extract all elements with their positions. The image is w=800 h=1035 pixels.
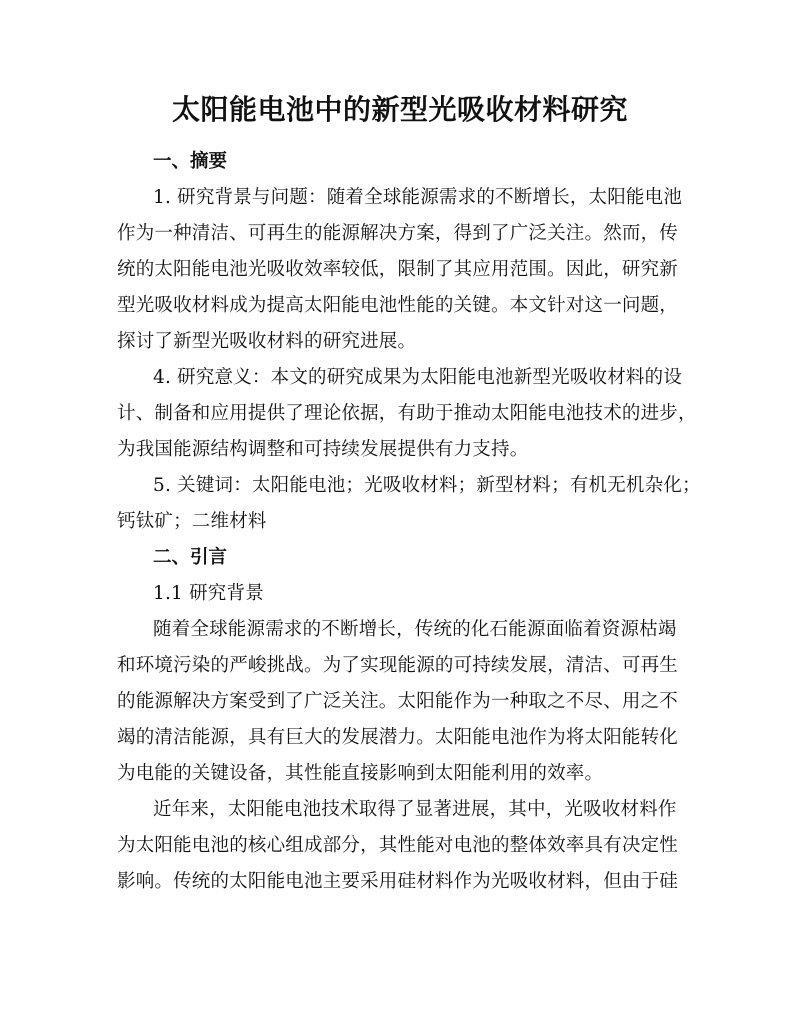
intro-p1-line: 和环境污染的严峻挑战。为了实现能源的可持续发展，清洁、可再生 xyxy=(117,655,679,676)
abstract-p1-line: 1. 研究背景与问题：随着全球能源需求的不断增长，太阳能电池 xyxy=(153,187,683,208)
abstract-p1-line: 型光吸收材料成为提高太阳能电池性能的关键。本文针对这一问题， xyxy=(117,295,679,316)
section-heading-abstract: 一、摘要 xyxy=(153,151,228,172)
intro-p1-line: 为电能的关键设备，其性能直接影响到太阳能利用的效率。 xyxy=(117,763,604,784)
abstract-p4-line: 4. 研究意义：本文的研究成果为太阳能电池新型光吸收材料的设 xyxy=(153,367,683,388)
intro-p2-line: 近年来，太阳能电池技术取得了显著进展，其中，光吸收材料作 xyxy=(153,799,677,820)
intro-p1-line: 竭的清洁能源，具有巨大的发展潜力。太阳能电池作为将太阳能转化 xyxy=(117,727,679,748)
abstract-p4-line: 为我国能源结构调整和可持续发展提供有力支持。 xyxy=(117,439,529,460)
keywords-line: 钙钛矿；二维材料 xyxy=(117,511,267,532)
intro-p2-line: 为太阳能电池的核心组成部分，其性能对电池的整体效率具有决定性 xyxy=(117,835,679,856)
abstract-p4-line: 计、制备和应用提供了理论依据，有助于推动太阳能电池技术的进步， xyxy=(117,403,697,424)
section-heading-intro: 二、引言 xyxy=(153,547,228,568)
intro-p1-line: 的能源解决方案受到了广泛关注。太阳能作为一种取之不尽、用之不 xyxy=(117,691,679,712)
abstract-p1-line: 作为一种清洁、可再生的能源解决方案，得到了广泛关注。然而，传 xyxy=(117,223,679,244)
abstract-p1-line: 统的太阳能电池光吸收效率较低，限制了其应用范围。因此，研究新 xyxy=(117,259,679,280)
intro-p2-line: 影响。传统的太阳能电池主要采用硅材料作为光吸收材料，但由于硅 xyxy=(117,871,679,892)
keywords-line: 5. 关键词：太阳能电池；光吸收材料；新型材料；有机无机杂化； xyxy=(153,475,701,496)
subsection-heading: 1.1 研究背景 xyxy=(153,583,264,604)
abstract-p1-line: 探讨了新型光吸收材料的研究进展。 xyxy=(117,331,417,352)
document-title: 太阳能电池中的新型光吸收材料研究 xyxy=(171,93,628,126)
intro-p1-line: 随着全球能源需求的不断增长，传统的化石能源面临着资源枯竭 xyxy=(153,619,677,640)
